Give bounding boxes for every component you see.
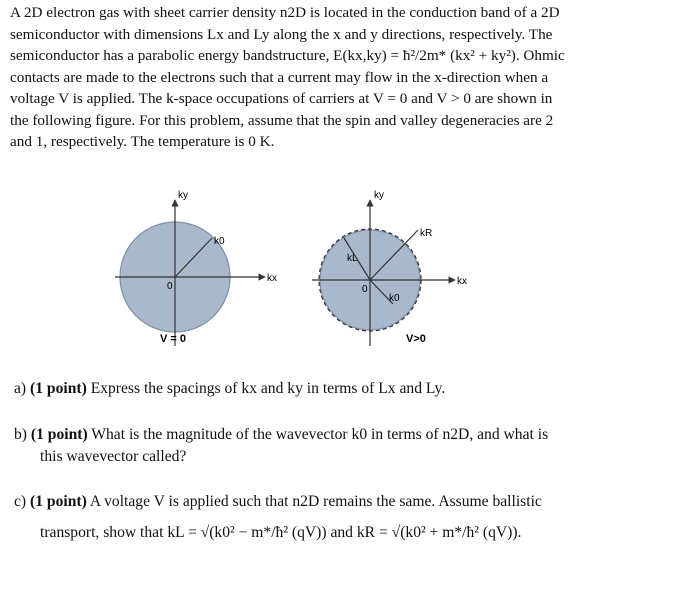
ky-label: ky — [178, 190, 188, 201]
problem-intro — [10, 2, 692, 153]
question-b-text: What is the magnitude of the wavevector k0 in terms of n2D, and what is — [91, 426, 549, 443]
k-space-figure — [100, 186, 580, 354]
question-a — [14, 378, 445, 400]
caption-vpos: V>0 — [406, 333, 426, 345]
k0-label: k0 — [389, 293, 400, 304]
intro-line-4: contacts are made to the electrons such that a current may flow in the x-direction when a — [10, 68, 549, 86]
intro-line-1: A 2D electron gas with sheet carrier density n2D is located in the conduction band of a 2D — [10, 4, 560, 21]
kR-label: kR — [420, 228, 433, 239]
k0-label: k0 — [214, 236, 225, 247]
question-c-equation: transport, show that kL = √(k0² − m*/ħ² (qV)) and kR = √(k0² + m*/ħ² (qV)). — [40, 524, 522, 541]
question-a-text: Express the spacings of kx and ky in terms of Lx and Ly. — [90, 380, 446, 397]
origin-label: 0 — [362, 284, 368, 295]
intro-line-3: semiconductor has a parabolic energy bandstructure, E(kx,ky) = ħ²/2m* (kx² + ky²). Ohmic — [10, 47, 565, 64]
origin-label: 0 — [167, 281, 173, 292]
question-c-points: (1 point) — [30, 493, 87, 510]
question-b — [14, 424, 654, 468]
caption-v0: V = 0 — [160, 333, 186, 345]
panel-v0 — [115, 190, 277, 346]
intro-line-5: voltage V is applied. The k-space occupations of carriers at V = 0 and V > 0 are shown in — [10, 90, 553, 107]
kx-label: kx — [457, 276, 467, 287]
question-b-label: b) — [14, 426, 27, 443]
question-c — [14, 491, 684, 513]
question-c-text: A voltage V is applied such that n2D remains the same. Assume ballistic — [89, 493, 542, 510]
question-c-label: c) — [14, 493, 27, 510]
question-a-label: a) — [14, 380, 27, 397]
intro-line-2: semiconductor with dimensions Lx and Ly along the x and y directions, respectively. The — [10, 25, 553, 43]
kL-label: kL — [347, 253, 358, 264]
kx-label: kx — [267, 273, 277, 284]
intro-line-7: and 1, respectively. The temperature is 0 K. — [10, 133, 275, 150]
panel-vpos — [312, 190, 467, 346]
intro-line-6: the following figure. For this problem, assume that the spin and valley degeneracies are 2 — [10, 111, 554, 129]
question-b-points: (1 point) — [30, 426, 88, 443]
ky-label: ky — [374, 190, 384, 201]
question-b-text-cont: this wavevector called? — [40, 448, 187, 465]
question-a-points: (1 point) — [30, 380, 87, 397]
